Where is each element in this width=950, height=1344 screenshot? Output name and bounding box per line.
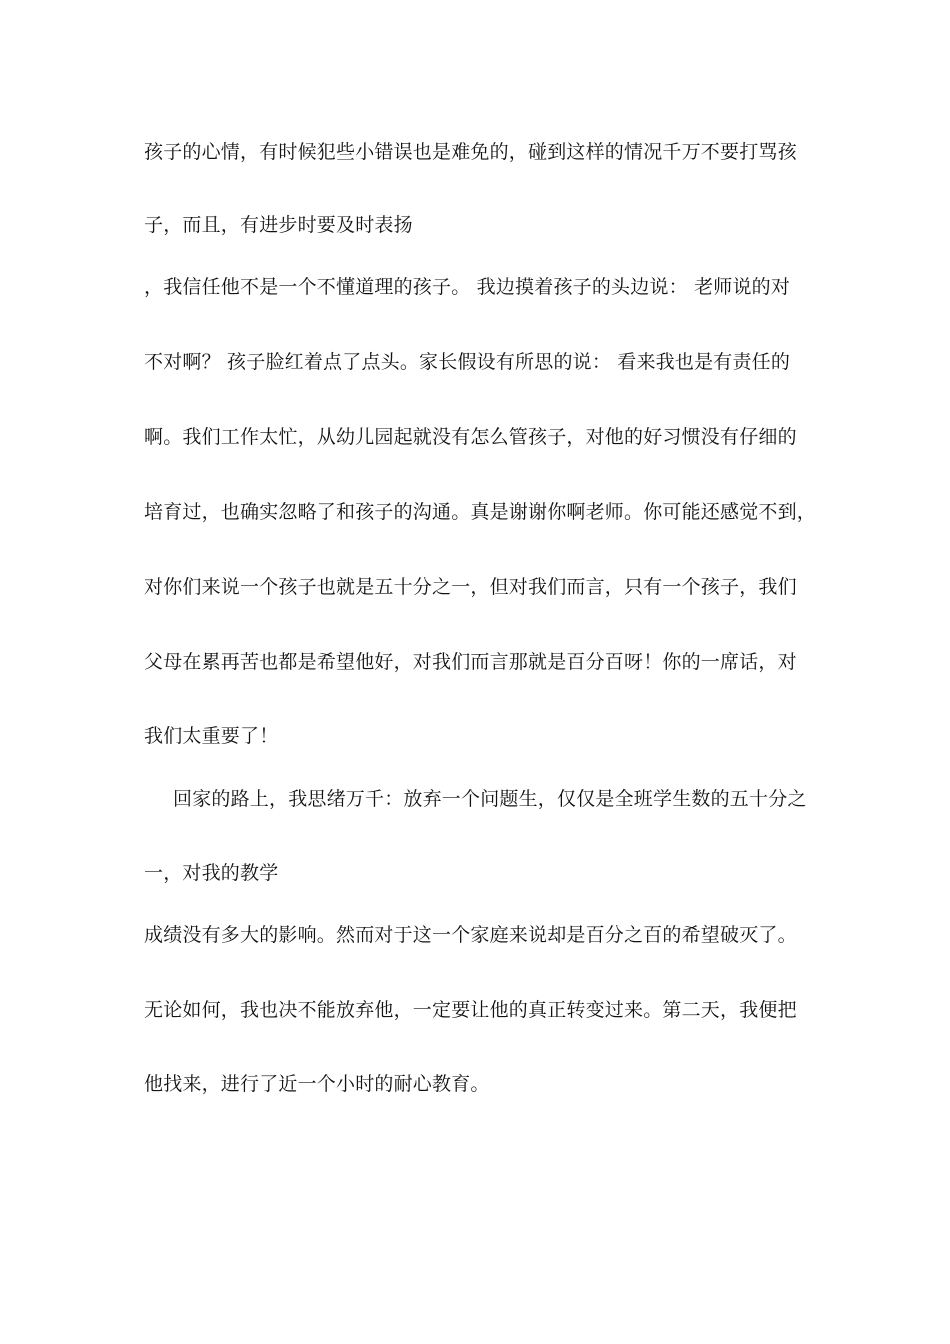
text-line: 孩子的心情，有时候犯些小错误也是难免的，碰到这样的情况千万不要打骂孩 xyxy=(144,141,797,163)
text-line: 子，而且，有进步时要及时表扬 xyxy=(144,214,413,236)
text-line: 我们太重要了！ xyxy=(144,725,279,747)
paragraph-first-line: 回家的路上，我思绪万千：放弃一个问题生，仅仅是全班学生数的五十分之 xyxy=(173,788,807,810)
text-line: 培育过，也确实忽略了和孩子的沟通。真是谢谢你啊老师。你可能还感觉不到， xyxy=(144,501,817,523)
text-line: 一，对我的教学 xyxy=(144,862,279,884)
text-line: ，我信任他不是一个不懂道理的孩子。 我边摸着孩子的头边说： 老师说的对 xyxy=(144,276,791,298)
text-line: 成绩没有多大的影响。然而对于这一个家庭来说却是百分之百的希望破灭了。 xyxy=(144,924,797,946)
text-line: 不对啊？ 孩子脸红着点了点头。家长假设有所思的说： 看来我也是有责任的 xyxy=(144,351,791,373)
text-line: 无论如何，我也决不能放弃他，一定要让他的真正转变过来。第二天，我便把 xyxy=(144,999,797,1021)
text-line: 父母在累再苦也都是希望他好，对我们而言那就是百分百呀！你的一席话，对 xyxy=(144,651,797,673)
text-line: 对你们来说一个孩子也就是五十分之一，但对我们而言，只有一个孩子，我们 xyxy=(144,576,797,598)
text-line: 啊。我们工作太忙，从幼儿园起就没有怎么管孩子，对他的好习惯没有仔细的 xyxy=(144,426,797,448)
text-line: 他找来，进行了近一个小时的耐心教育。 xyxy=(144,1073,490,1095)
